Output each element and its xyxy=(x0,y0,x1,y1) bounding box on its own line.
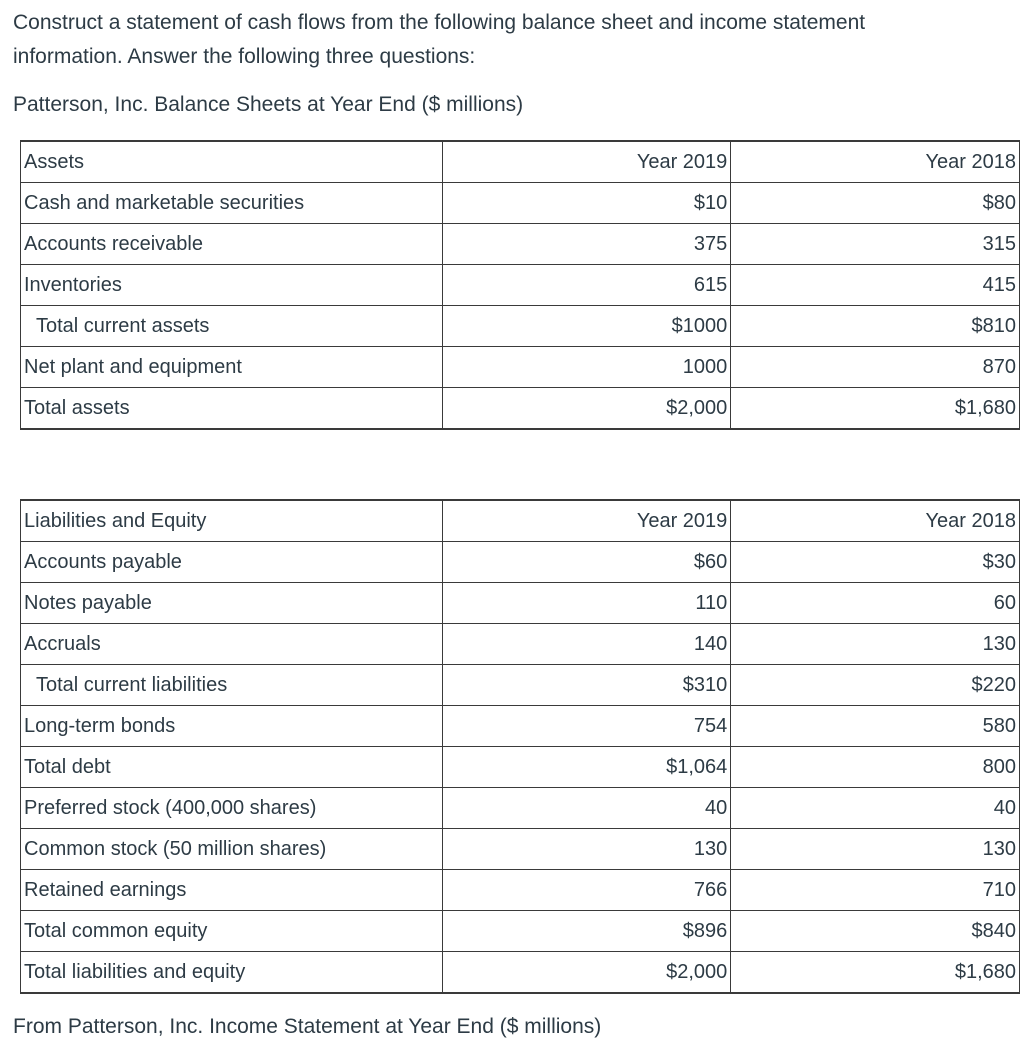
year-2019-value: $1000 xyxy=(442,306,731,347)
balance-sheet-title: Patterson, Inc. Balance Sheets at Year End ($ millions) xyxy=(13,93,524,116)
year-2019-value: 766 xyxy=(442,870,731,911)
year-2018-value: 415 xyxy=(731,265,1020,306)
row-label: Total current assets xyxy=(21,306,443,347)
year-2018-value: $1,680 xyxy=(731,388,1020,430)
row-label: Total liabilities and equity xyxy=(21,952,443,994)
row-label: Total common equity xyxy=(21,911,443,952)
row-label: Cash and marketable securities xyxy=(21,183,443,224)
assets-table xyxy=(20,140,1020,430)
table-row xyxy=(21,388,1020,430)
row-label: Total assets xyxy=(21,388,443,430)
year-2018-value: 40 xyxy=(731,788,1020,829)
table-row xyxy=(21,624,1020,665)
table-row xyxy=(21,183,1020,224)
table-row xyxy=(21,829,1020,870)
row-label: Long-term bonds xyxy=(21,706,443,747)
table-row xyxy=(21,224,1020,265)
table-row xyxy=(21,306,1020,347)
year-2019-value: $2,000 xyxy=(442,388,731,430)
year-2018-value: 870 xyxy=(731,347,1020,388)
year-2018-value: 315 xyxy=(731,224,1020,265)
year-2019-value: Year 2019 xyxy=(442,141,731,183)
year-2018-value: 710 xyxy=(731,870,1020,911)
row-label: Accounts receivable xyxy=(21,224,443,265)
table-row xyxy=(21,706,1020,747)
year-2019-value: 40 xyxy=(442,788,731,829)
table-row xyxy=(21,347,1020,388)
year-2019-value: 130 xyxy=(442,829,731,870)
row-label: Total debt xyxy=(21,747,443,788)
question-intro: Construct a statement of cash flows from the following balance sheet and income statement information. Answer the following three questions: xyxy=(13,11,866,68)
year-2019-value: 140 xyxy=(442,624,731,665)
year-2019-value: 754 xyxy=(442,706,731,747)
table-header-row xyxy=(21,141,1020,183)
year-2018-value: 800 xyxy=(731,747,1020,788)
row-label: Accruals xyxy=(21,624,443,665)
row-label: Notes payable xyxy=(21,583,443,624)
row-label: Assets xyxy=(21,141,443,183)
year-2018-value: $1,680 xyxy=(731,952,1020,994)
table-row xyxy=(21,952,1020,994)
table-row xyxy=(21,265,1020,306)
year-2018-value: Year 2018 xyxy=(731,500,1020,542)
year-2018-value: 130 xyxy=(731,829,1020,870)
year-2018-value: $840 xyxy=(731,911,1020,952)
table-row xyxy=(21,788,1020,829)
year-2018-value: $80 xyxy=(731,183,1020,224)
year-2019-value: 615 xyxy=(442,265,731,306)
year-2019-value: $1,064 xyxy=(442,747,731,788)
year-2019-value: 375 xyxy=(442,224,731,265)
year-2019-value: $310 xyxy=(442,665,731,706)
year-2019-value: $60 xyxy=(442,542,731,583)
table-row xyxy=(21,583,1020,624)
income-statement-title-cutoff: From Patterson, Inc. Income Statement at Year End ($ millions) xyxy=(13,1015,602,1038)
table-header-row xyxy=(21,500,1020,542)
year-2018-value: 60 xyxy=(731,583,1020,624)
year-2019-value: $896 xyxy=(442,911,731,952)
table-row xyxy=(21,665,1020,706)
year-2019-value: Year 2019 xyxy=(442,500,731,542)
table-row xyxy=(21,911,1020,952)
year-2019-value: 110 xyxy=(442,583,731,624)
table-row xyxy=(21,747,1020,788)
table-row xyxy=(21,870,1020,911)
row-label: Net plant and equipment xyxy=(21,347,443,388)
year-2018-value: 130 xyxy=(731,624,1020,665)
year-2019-value: 1000 xyxy=(442,347,731,388)
table-row xyxy=(21,542,1020,583)
year-2019-value: $10 xyxy=(442,183,731,224)
year-2018-value: $30 xyxy=(731,542,1020,583)
row-label: Common stock (50 million shares) xyxy=(21,829,443,870)
year-2018-value: $220 xyxy=(731,665,1020,706)
liabilities-equity-table xyxy=(20,499,1020,994)
row-label: Total current liabilities xyxy=(21,665,443,706)
row-label: Accounts payable xyxy=(21,542,443,583)
row-label: Liabilities and Equity xyxy=(21,500,443,542)
row-label: Preferred stock (400,000 shares) xyxy=(21,788,443,829)
year-2018-value: Year 2018 xyxy=(731,141,1020,183)
year-2019-value: $2,000 xyxy=(442,952,731,994)
year-2018-value: $810 xyxy=(731,306,1020,347)
row-label: Inventories xyxy=(21,265,443,306)
row-label: Retained earnings xyxy=(21,870,443,911)
year-2018-value: 580 xyxy=(731,706,1020,747)
